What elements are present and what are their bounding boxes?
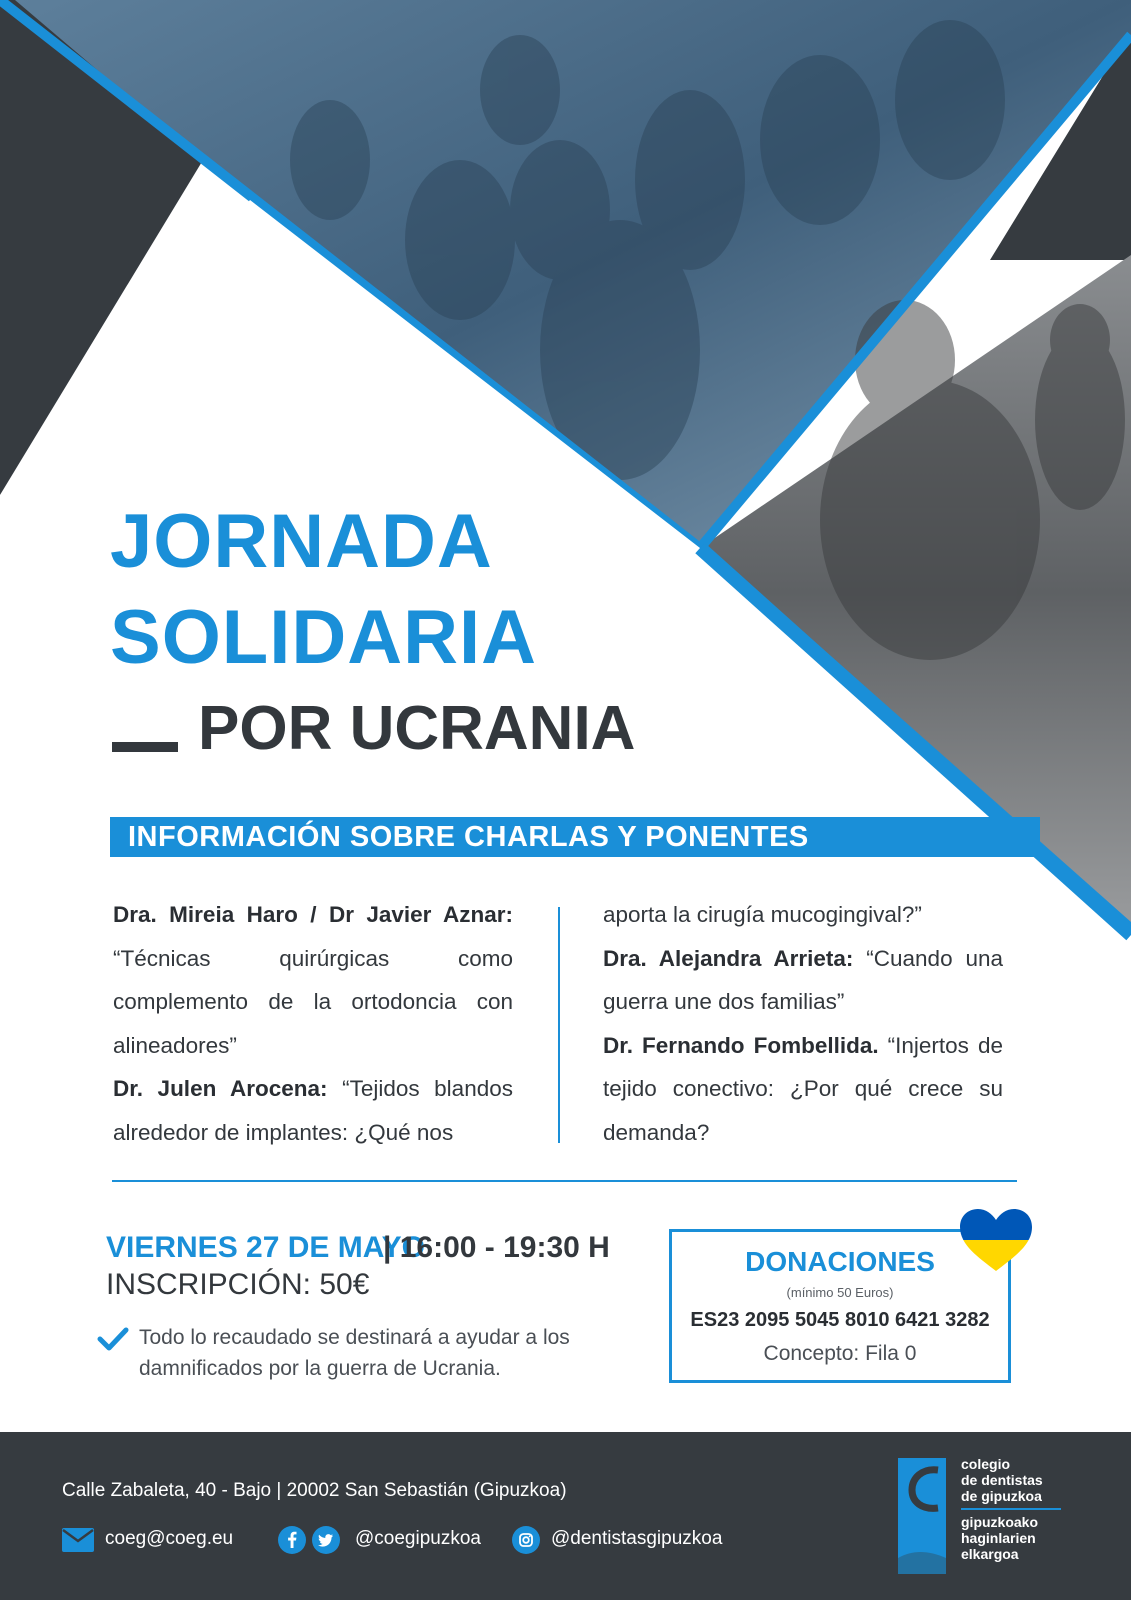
title-dash	[112, 742, 178, 752]
donations-concept: Concepto: Fila 0	[763, 1342, 917, 1365]
ukraine-heart-icon	[958, 1207, 1034, 1273]
coeg-logo-mark	[898, 1458, 946, 1574]
event-date: VIERNES 27 DE MAYO	[106, 1231, 425, 1264]
donations-title: DONACIONES	[745, 1246, 935, 1277]
logo-line: colegio	[961, 1456, 1011, 1472]
horizontal-divider	[112, 1180, 1017, 1182]
logo-line: gipuzkoako	[961, 1514, 1039, 1530]
donations-minimum: (mínimo 50 Euros)	[786, 1285, 894, 1300]
registration-fee: INSCRIPCIÓN: 50€	[106, 1268, 370, 1301]
title-line-1: JORNADA	[110, 499, 493, 584]
talk-speaker: Dra. Mireia Haro / Dr Javier Aznar:	[113, 902, 513, 927]
logo-line: elkargoa	[961, 1546, 1019, 1562]
talks-left-column	[113, 893, 513, 1154]
footer-email-link[interactable]: coeg@coeg.eu	[105, 1528, 234, 1549]
footer-address: Calle Zabaleta, 40 - Bajo | 20002 San Sebastián (Gipuzkoa)	[62, 1480, 567, 1501]
talks-right-column	[603, 893, 1003, 1154]
title-line-3: POR UCRANIA	[198, 694, 636, 763]
donations-iban: ES23 2095 5045 8010 6421 3282	[690, 1309, 990, 1331]
check-icon	[97, 1326, 129, 1352]
logo-divider	[961, 1508, 1061, 1510]
title-line-2: SOLIDARIA	[110, 595, 537, 680]
talk-entry	[603, 1024, 1003, 1155]
footer-social-handle[interactable]: @coegipuzkoa	[355, 1528, 481, 1549]
logo-line: haginlarien	[961, 1530, 1036, 1546]
instagram-icon[interactable]	[512, 1526, 540, 1554]
talk-speaker: Dr. Julen Arocena:	[113, 1076, 328, 1101]
section-header: INFORMACIÓN SOBRE CHARLAS Y PONENTES	[128, 821, 809, 853]
talk-title: “Técnicas quirúrgicas como complemento de la ortodoncia con alineadores”	[113, 945, 513, 1058]
facebook-icon[interactable]	[278, 1526, 306, 1554]
talk-speaker: Dr. Fernando Fombellida.	[603, 1032, 879, 1058]
logo-line: de dentistas	[961, 1472, 1043, 1488]
column-divider	[558, 907, 560, 1143]
section-header-bar	[110, 817, 1040, 857]
coeg-logo-text	[961, 1456, 1061, 1562]
talk-entry	[603, 937, 1003, 1024]
event-time: | 16:00 - 19:30 H	[383, 1231, 610, 1264]
proceeds-note: Todo lo recaudado se destinará a ayudar a los damnificados por la guerra de Ucrania.	[139, 1326, 570, 1380]
footer	[0, 1432, 1131, 1600]
talk-speaker: Dra. Alejandra Arrieta:	[603, 945, 854, 971]
talk-title: aporta la cirugía mucogingival?”	[603, 902, 922, 927]
talk-entry	[603, 893, 1003, 937]
talk-title: “Cuando una guerra une dos familias”	[603, 945, 1003, 1014]
footer-instagram-handle[interactable]: @dentistasgipuzkoa	[551, 1528, 723, 1549]
envelope-icon	[62, 1528, 94, 1552]
logo-line: de gipuzkoa	[961, 1488, 1042, 1504]
talk-entry	[113, 893, 513, 1067]
talk-entry	[113, 1067, 513, 1154]
twitter-icon[interactable]	[312, 1526, 340, 1554]
talk-title: “Injertos de tejido conectivo: ¿Por qué crece su demanda?	[603, 1032, 1003, 1145]
subtitle-row	[112, 694, 636, 763]
talk-title: “Tejidos blandos alrededor de implantes: ¿Qué nos	[113, 1076, 513, 1145]
